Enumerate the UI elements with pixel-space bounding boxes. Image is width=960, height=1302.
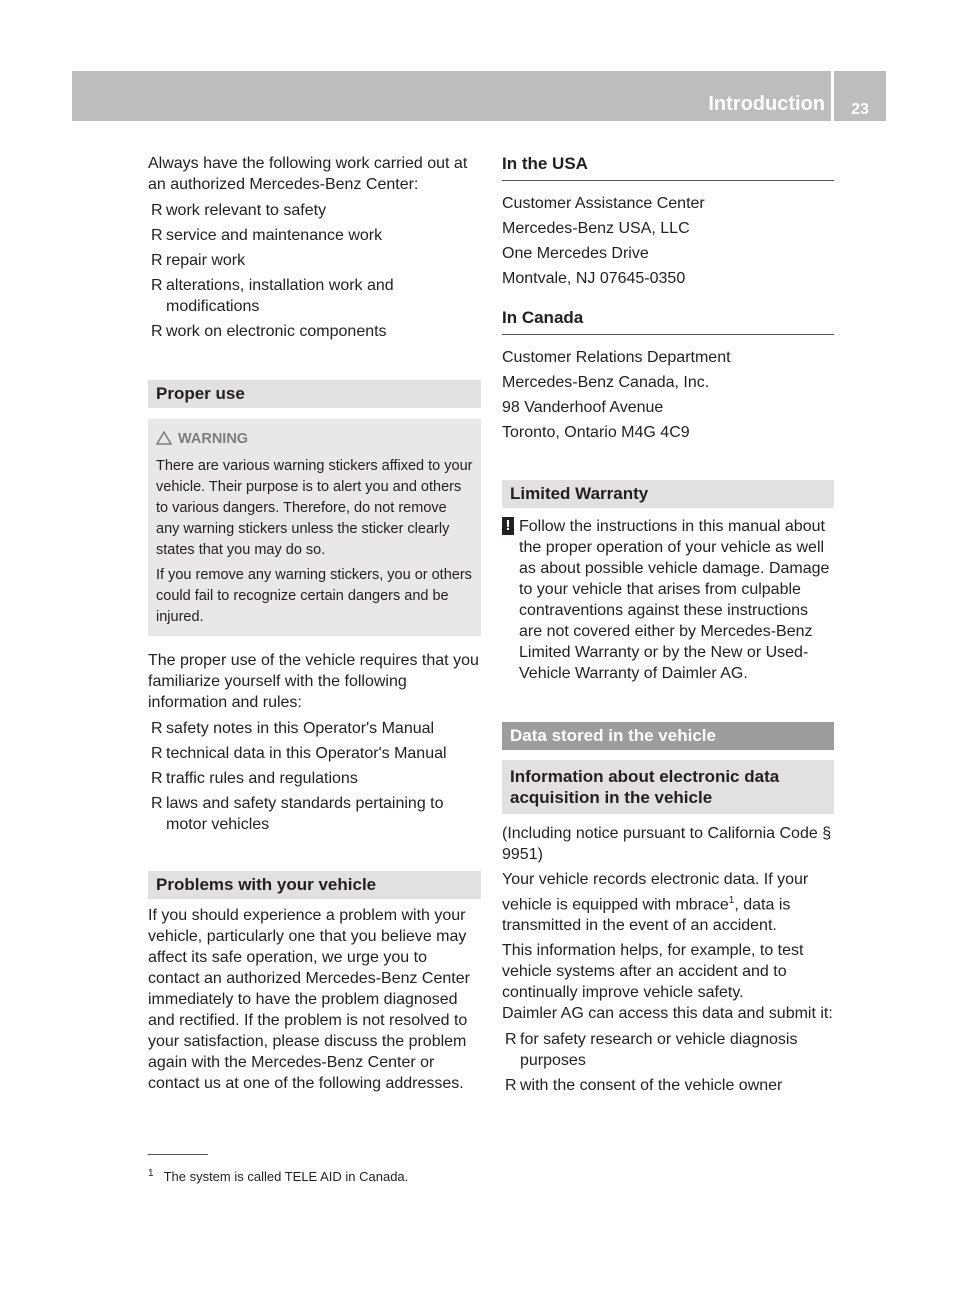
footnote: $^1$ The system is called TELE AID in Canada. xyxy=(148,1168,409,1185)
warranty-note: ! Follow the instructions in this manual about the proper operation of your vehicle as well as about possible vehicle damage. Damage to your vehicle that arises from culpable contraventions against these instructions are not covered either by Mercedes-Benz Limited Warranty or by the New or Used-Vehicle Warranty of Daimler AG. xyxy=(502,516,834,684)
proper-use-list xyxy=(148,718,481,835)
address-usa: Customer Assistance Center Mercedes-Benz USA, LLC One Mercedes Drive Montvale, NJ 07645-0350 xyxy=(502,195,705,287)
work-list xyxy=(148,200,481,342)
list-item: R traffic rules and regulations xyxy=(151,770,358,787)
data-list xyxy=(502,1029,834,1096)
section-heading-warranty: Limited Warranty xyxy=(502,480,834,508)
address-canada: Customer Relations Department Mercedes-Benz Canada, Inc. 98 Vanderhoof Avenue Toronto, Ontario M4G 4C9 xyxy=(502,349,731,441)
data-paragraph: Daimler AG can access this data and submit it: xyxy=(502,1005,833,1023)
section-heading-data-stored: Data stored in the vehicle xyxy=(502,722,834,750)
left-column xyxy=(148,153,481,1098)
section-heading-proper-use: Proper use xyxy=(148,380,481,408)
list-item: R for safety research or vehicle diagnosis purposes xyxy=(505,1031,798,1070)
warning-text: There are various warning stickers affixed to your vehicle. Their purpose is to alert you and others to various dangers. Therefore, do not remove any warning stickers unless the sticker clearly states that you may do so. xyxy=(156,458,473,558)
list-item: R laws and safety standards pertaining to motor vehicles xyxy=(151,795,444,833)
data-paragraph: (Including notice pursuant to California Code § 9951) xyxy=(502,825,832,863)
list-item: R technical data in this Operator's Manual xyxy=(151,745,447,762)
address-heading-canada: In Canada xyxy=(502,307,834,335)
warning-text: If you remove any warning stickers, you or others could fail to recognize certain dangers and be injured. xyxy=(156,567,472,625)
page-number: 23 xyxy=(851,101,869,118)
exclamation-icon: ! xyxy=(502,517,514,535)
warning-triangle-icon xyxy=(156,431,172,452)
subsection-heading-data: Information about electronic data acquisition in the vehicle xyxy=(502,760,834,814)
data-paragraph: Your vehicle records electronic data. If your vehicle is equipped with mbrace$^1$, data is transmitted in the event of an accident. xyxy=(502,871,809,935)
warning-box xyxy=(148,419,481,636)
intro-paragraph: Always have the following work carried out at an authorized Mercedes-Benz Center: xyxy=(148,155,468,193)
list-item: R alterations, installation work and modifications xyxy=(151,277,394,315)
data-paragraph: This information helps, for example, to test vehicle systems after an accident and to continually improve vehicle safety. xyxy=(502,942,804,1002)
warning-heading: WARNING xyxy=(156,429,473,452)
footnote-rule xyxy=(148,1154,208,1155)
chapter-title: Introduction xyxy=(708,93,825,115)
problems-paragraph: If you should experience a problem with your vehicle, particularly one that you believe may affect its safe operation, we urge you to contact an authorized Mercedes-Benz Center immediately to have the problem diagnosed and rectified. If the problem is not resolved to your satisfaction, please discuss the problem again with the Mercedes-Benz Center or contact us at one of the following addresses. xyxy=(148,907,470,1092)
list-item: R with the consent of the vehicle owner xyxy=(505,1077,783,1095)
address-heading-usa: In the USA xyxy=(502,153,834,181)
list-item: R service and maintenance work xyxy=(151,227,383,244)
right-column xyxy=(502,153,834,1100)
list-item: R safety notes in this Operator's Manual xyxy=(151,720,435,737)
list-item: R work relevant to safety xyxy=(151,202,327,219)
proper-use-paragraph: The proper use of the vehicle requires that you familiarize yourself with the following information and rules: xyxy=(148,652,479,711)
section-heading-problems: Problems with your vehicle xyxy=(148,871,481,899)
list-item: R work on electronic components xyxy=(151,323,387,340)
list-item: R repair work xyxy=(151,252,246,269)
